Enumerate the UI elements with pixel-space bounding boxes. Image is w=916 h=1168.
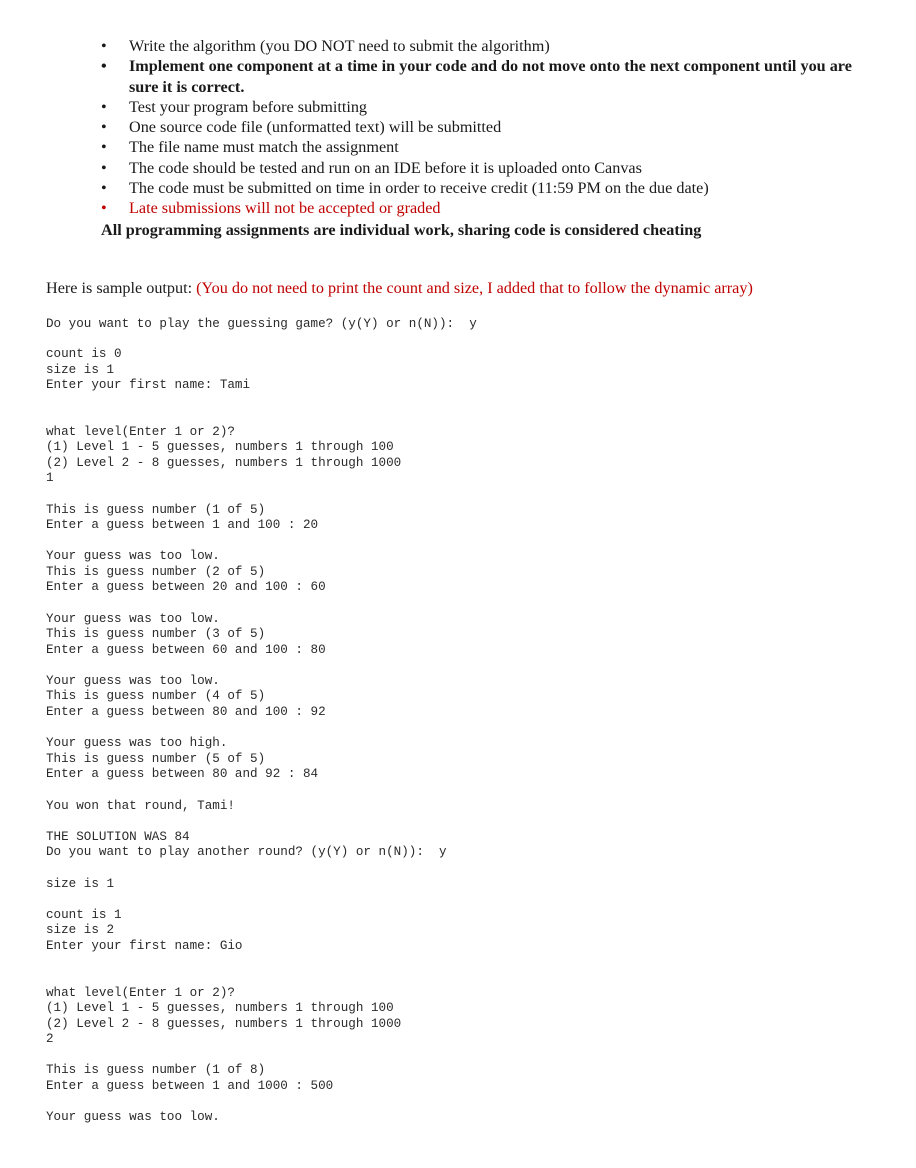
bullet-icon: • xyxy=(101,199,107,218)
console-line: Enter a guess between 80 and 92 : 84 xyxy=(46,767,319,781)
console-line: Your guess was too low. xyxy=(46,612,220,626)
requirement-text: One source code file (unformatted text) will be submitted xyxy=(129,118,502,137)
bullet-icon: • xyxy=(101,57,107,76)
console-line: THE SOLUTION WAS 84 xyxy=(46,830,190,844)
requirement-text: The file name must match the assignment xyxy=(129,138,399,157)
console-line: This is guess number (3 of 5) xyxy=(46,627,266,641)
console-line: Enter a guess between 1 and 1000 : 500 xyxy=(46,1079,334,1093)
console-line: size is 1 xyxy=(46,363,115,377)
console-line: Enter your first name: Tami xyxy=(46,378,251,392)
requirement-text: Test your program before submitting xyxy=(129,97,368,116)
requirement-text: The code must be submitted on time in order to receive credit (11:59 PM on the due date) xyxy=(129,179,709,198)
console-line: (1) Level 1 - 5 guesses, numbers 1 through 100 xyxy=(46,1001,394,1015)
console-line: 2 xyxy=(46,1032,54,1046)
intro-lead: Here is sample output: xyxy=(46,279,197,297)
bullet-icon: • xyxy=(101,97,107,116)
console-line: 1 xyxy=(46,471,54,485)
console-line: This is guess number (1 of 5) xyxy=(46,503,266,517)
console-line: Do you want to play the guessing game? (y(Y) or n(N)): y xyxy=(46,317,477,331)
console-line: (2) Level 2 - 8 guesses, numbers 1 through 1000 xyxy=(46,456,402,470)
bullet-icon: • xyxy=(101,138,107,157)
console-line: This is guess number (4 of 5) xyxy=(46,689,266,703)
requirement-text: Late submissions will not be accepted or graded xyxy=(129,199,441,218)
console-line: Your guess was too low. xyxy=(46,549,220,563)
console-line: Enter a guess between 80 and 100 : 92 xyxy=(46,705,326,719)
console-line: count is 0 xyxy=(46,347,122,361)
bullet-icon: • xyxy=(101,179,107,198)
bullet-icon: • xyxy=(101,37,107,55)
requirement-item xyxy=(101,117,871,137)
requirement-item xyxy=(101,36,871,56)
console-line: Your guess was too low. xyxy=(46,674,220,688)
console-line: Do you want to play another round? (y(Y) or n(N)): y xyxy=(46,845,447,859)
console-line: Enter your first name: Gio xyxy=(46,939,243,953)
console-line: Enter a guess between 1 and 100 : 20 xyxy=(46,518,319,532)
requirement-item xyxy=(101,97,871,117)
requirement-item xyxy=(101,178,871,198)
individual-work-note: All programming assignments are individual work, sharing code is considered cheating xyxy=(101,221,702,239)
console-line: Your guess was too low. xyxy=(46,1110,220,1124)
console-line: count is 1 xyxy=(46,908,122,922)
console-line: size is 2 xyxy=(46,923,115,937)
console-line: Enter a guess between 20 and 100 : 60 xyxy=(46,580,326,594)
intro-note: (You do not need to print the count and size, I added that to follow the dynamic array) xyxy=(196,279,753,297)
bullet-icon: • xyxy=(101,158,107,177)
console-line: what level(Enter 1 or 2)? xyxy=(46,986,235,1000)
console-line: Enter a guess between 60 and 100 : 80 xyxy=(46,643,326,657)
console-line: size is 1 xyxy=(46,877,115,891)
console-line: what level(Enter 1 or 2)? xyxy=(46,425,235,439)
console-line: This is guess number (5 of 5) xyxy=(46,752,266,766)
console-line: This is guess number (2 of 5) xyxy=(46,565,266,579)
console-line: (1) Level 1 - 5 guesses, numbers 1 through 100 xyxy=(46,440,394,454)
requirement-text: The code should be tested and run on an IDE before it is uploaded onto Canvas xyxy=(129,158,642,177)
requirement-item xyxy=(101,158,871,178)
requirements-list xyxy=(101,36,871,219)
requirement-item xyxy=(101,137,871,157)
console-line: (2) Level 2 - 8 guesses, numbers 1 through 1000 xyxy=(46,1017,402,1031)
requirement-item xyxy=(101,198,871,218)
console-line: Your guess was too high. xyxy=(46,736,228,750)
requirement-item xyxy=(101,56,871,97)
console-line: You won that round, Tami! xyxy=(46,799,235,813)
bullet-icon: • xyxy=(101,118,107,137)
sample-output-intro xyxy=(46,278,753,298)
requirement-text: Write the algorithm (you DO NOT need to submit the algorithm) xyxy=(129,37,550,55)
console-line: This is guess number (1 of 8) xyxy=(46,1063,266,1077)
requirement-text: Implement one component at a time in your code and do not move onto the next component until you are sure it is correct. xyxy=(129,57,852,96)
